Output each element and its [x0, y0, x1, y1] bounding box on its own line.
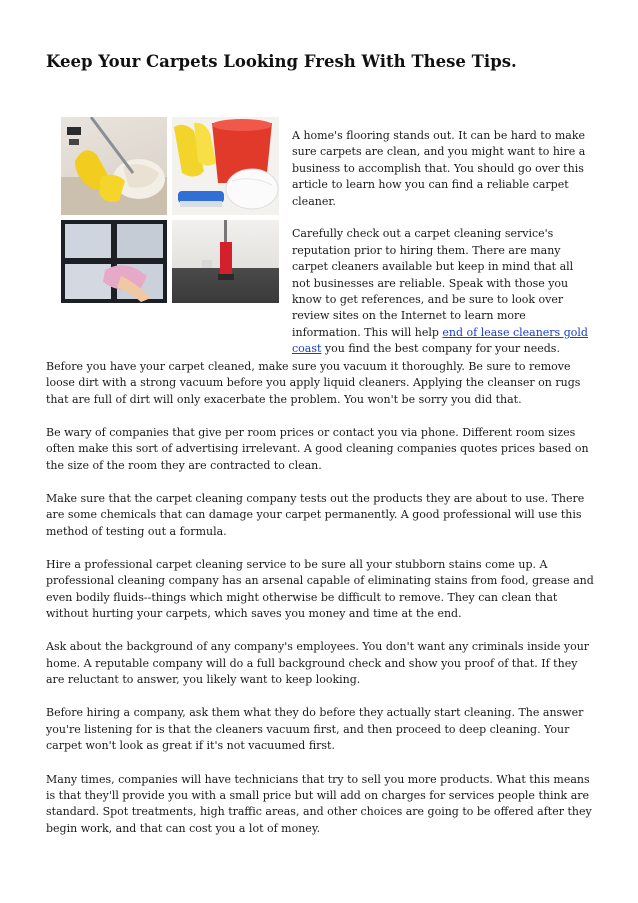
- vacuum-image: [172, 220, 279, 303]
- body-paragraph: Before hiring a company, ask them what they do before they actually start cleaning. The answer you're listening for is that the cleaners vacuum first, and then proceed to deep cleaning. Your carpet won't look as great if it's not vacuumed first.: [46, 706, 584, 753]
- body-paragraph: Make sure that the carpet cleaning company tests out the products they are about to use. There are some chemicals that can damage your carpet permanently. A good professional will use this method of testing out a formula.: [46, 492, 585, 538]
- intro-column: [292, 128, 594, 374]
- body-paragraph: Many times, companies will have technicians that try to sell you more products. What this means is that they'll provide you with a small price but will add on charges for services people think are standard. Spot treatments, high traffic areas, and other choices are going to be offered after they begin work, and that can cost you a lot of money.: [46, 772, 592, 835]
- body-paragraph: Be wary of companies that give per room prices or contact you via phone. Different room sizes often make this sort of advertising irrelevant. A good cleaning companies quotes prices based on the size of the room they are contracted to clean.: [46, 426, 589, 472]
- cleaning-supplies-image: [61, 117, 167, 215]
- article-body: [46, 359, 594, 854]
- body-paragraph: Before you have your carpet cleaned, make sure you vacuum it thoroughly. Be sure to remove loose dirt with a strong vacuum before you apply liquid cleaners. Applying the cleanser on rugs that are full of dirt will only exacerbate the problem. You won't be sorry you did that.: [46, 360, 581, 406]
- bucket-gloves-brush-icon: [172, 117, 279, 215]
- red-vacuum-icon: [172, 220, 279, 303]
- body-paragraph: Ask about the background of any company's employees. You don't want any criminals inside your home. A reputable company will do a full background check and show you proof of that. If they are reluctant to answer, you likely want to keep looking.: [46, 640, 590, 687]
- intro-paragraph: A home's flooring stands out. It can be hard to make sure carpets are clean, and you might want to hire a business to accomplish that. You should go over this article to learn how you can find a reliable carpet cleaner.: [292, 129, 586, 208]
- intro-text-after-link: you find the best company for your needs.: [321, 342, 560, 356]
- intro-text-before-link: Carefully check out a carpet cleaning service's reputation prior to hiring them. There are many carpet cleaners available but keep in mind that all not businesses are reliable. Speak with those you know to get references, and be sure to look over review sites on the Internet to learn more information. This will help: [292, 227, 574, 339]
- intro-paragraph-with-link: [292, 226, 594, 357]
- end-of-lease-cleaners-link[interactable]: end of lease cleaners gold coast: [292, 325, 588, 356]
- hand-wiping-window-icon: [61, 220, 167, 303]
- body-paragraph: Hire a professional carpet cleaning service to be sure all your stubborn stains come up. A professional cleaning company has an arsenal capable of eliminating stains from food, grease and even bodily fluids--things which might otherwise be difficult to remove. They can clean that without hurting your carpets, which saves you money and time at the end.: [46, 558, 594, 621]
- page-title: Keep Your Carpets Looking Fresh With These Tips.: [46, 52, 517, 71]
- bucket-brush-image: [172, 117, 279, 215]
- cleaning-image-collage: [61, 117, 279, 303]
- gloves-mop-icon: [61, 117, 167, 215]
- window-cleaning-image: [61, 220, 167, 303]
